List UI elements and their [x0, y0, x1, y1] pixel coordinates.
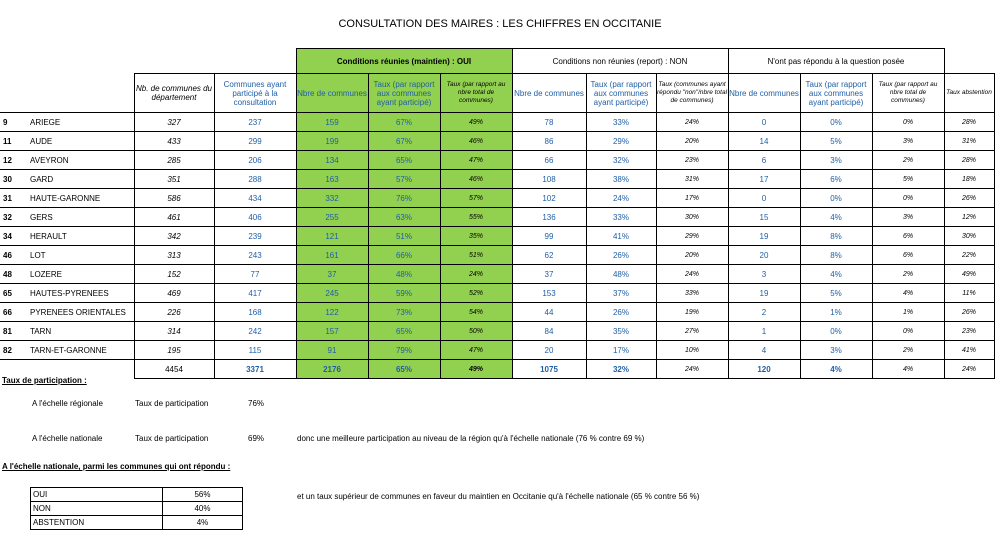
cell-oui-taux: 63%: [368, 208, 440, 227]
cell-taux-abstention: 28%: [944, 151, 994, 170]
result-value: 56%: [163, 488, 243, 502]
cell-non-total: 20%: [656, 132, 728, 151]
results-table: [0, 48, 995, 379]
cell-non-taux: 33%: [586, 113, 656, 132]
cell-nb-communes: 586: [134, 189, 214, 208]
dept-number: 32: [0, 208, 28, 227]
cell-abs-taux: 5%: [800, 284, 872, 303]
cell-oui-nbre: 332: [296, 189, 368, 208]
page-title: CONSULTATION DES MAIRES : LES CHIFFRES EN OCCITANIE: [338, 18, 662, 30]
cell-non-nbre: 78: [512, 113, 586, 132]
group-non: Conditions non réunies (report) : NON: [512, 49, 728, 74]
cell-abs-total: 6%: [872, 227, 944, 246]
dept-number: 65: [0, 284, 28, 303]
national-label: A l'échelle nationale: [32, 434, 103, 443]
cell-abs-taux: 4%: [800, 265, 872, 284]
cell-abs-nbre: 2: [728, 303, 800, 322]
header-non-nbre: Nbre de communes: [512, 74, 586, 113]
cell-oui-total: 35%: [440, 227, 512, 246]
dept-number: 82: [0, 341, 28, 360]
cell-oui-total: 54%: [440, 303, 512, 322]
cell-participe: 299: [214, 132, 296, 151]
cell-non-taux: 35%: [586, 322, 656, 341]
cell-non-nbre: 37: [512, 265, 586, 284]
cell-oui-total: 46%: [440, 170, 512, 189]
cell-non-nbre: 86: [512, 132, 586, 151]
cell-oui-taux: 67%: [368, 113, 440, 132]
cell-participe: 168: [214, 303, 296, 322]
cell-oui-total: 47%: [440, 341, 512, 360]
cell-abs-taux: 1%: [800, 303, 872, 322]
cell-oui-taux: 67%: [368, 132, 440, 151]
cell-non-taux: 17%: [586, 341, 656, 360]
cell-oui-nbre: 134: [296, 151, 368, 170]
cell-participe: 242: [214, 322, 296, 341]
cell-taux-abstention: 18%: [944, 170, 994, 189]
cell-non-total: 19%: [656, 303, 728, 322]
cell-abs-total: 0%: [872, 189, 944, 208]
table-row: [0, 246, 994, 265]
cell-oui-nbre: 121: [296, 227, 368, 246]
total-total: 4454: [134, 360, 214, 379]
dept-name: AUDE: [28, 132, 134, 151]
cell-participe: 406: [214, 208, 296, 227]
cell-non-taux: 26%: [586, 303, 656, 322]
cell-abs-taux: 8%: [800, 246, 872, 265]
cell-oui-taux: 66%: [368, 246, 440, 265]
dept-number: 34: [0, 227, 28, 246]
dept-number: 30: [0, 170, 28, 189]
cell-non-taux: 26%: [586, 246, 656, 265]
cell-abs-taux: 8%: [800, 227, 872, 246]
cell-abs-nbre: 0: [728, 113, 800, 132]
cell-non-taux: 41%: [586, 227, 656, 246]
cell-abs-nbre: 19: [728, 284, 800, 303]
cell-abs-taux: 0%: [800, 189, 872, 208]
cell-oui-taux: 51%: [368, 227, 440, 246]
cell-nb-communes: 342: [134, 227, 214, 246]
cell-abs-total: 2%: [872, 265, 944, 284]
cell-non-nbre: 136: [512, 208, 586, 227]
dept-name: GARD: [28, 170, 134, 189]
total-abst: 24%: [944, 360, 994, 379]
cell-non-taux: 33%: [586, 208, 656, 227]
cell-taux-abstention: 28%: [944, 113, 994, 132]
dept-number: 81: [0, 322, 28, 341]
cell-non-total: 29%: [656, 227, 728, 246]
total-oui-t: 49%: [440, 360, 512, 379]
cell-non-total: 23%: [656, 151, 728, 170]
cell-abs-taux: 4%: [800, 208, 872, 227]
cell-oui-taux: 65%: [368, 151, 440, 170]
cell-participe: 243: [214, 246, 296, 265]
cell-taux-abstention: 12%: [944, 208, 994, 227]
cell-abs-total: 1%: [872, 303, 944, 322]
dept-name: AVEYRON: [28, 151, 134, 170]
header-participe: Communes ayant participé à la consultation: [214, 74, 296, 113]
dept-number: 12: [0, 151, 28, 170]
result-value: 4%: [163, 516, 243, 530]
total-abs-t: 4%: [872, 360, 944, 379]
total-oui-n: 2176: [296, 360, 368, 379]
dept-name: HAUTES-PYRENEES: [28, 284, 134, 303]
cell-non-nbre: 20: [512, 341, 586, 360]
dept-number: 66: [0, 303, 28, 322]
cell-non-total: 33%: [656, 284, 728, 303]
table-row: [0, 341, 994, 360]
cell-abs-nbre: 0: [728, 189, 800, 208]
cell-taux-abstention: 41%: [944, 341, 994, 360]
group-oui: Conditions réunies (maintien) : OUI: [296, 49, 512, 74]
header-non-taux: Taux (par rapport aux communes ayant participé): [586, 74, 656, 113]
cell-non-nbre: 84: [512, 322, 586, 341]
cell-abs-taux: 3%: [800, 341, 872, 360]
header-abs-total: Taux (par rapport au nbre total de communes): [872, 74, 944, 113]
table-row: [0, 189, 994, 208]
dept-number: 48: [0, 265, 28, 284]
total-non-n: 1075: [512, 360, 586, 379]
regional-label: A l'échelle régionale: [32, 399, 103, 408]
cell-non-nbre: 153: [512, 284, 586, 303]
cell-participe: 206: [214, 151, 296, 170]
cell-oui-total: 47%: [440, 151, 512, 170]
cell-nb-communes: 314: [134, 322, 214, 341]
regional-key: Taux de participation: [135, 399, 209, 408]
cell-abs-nbre: 6: [728, 151, 800, 170]
cell-participe: 115: [214, 341, 296, 360]
dept-number: 11: [0, 132, 28, 151]
cell-abs-taux: 5%: [800, 132, 872, 151]
total-non-p: 32%: [586, 360, 656, 379]
cell-abs-total: 0%: [872, 322, 944, 341]
cell-oui-total: 57%: [440, 189, 512, 208]
total-abs-p: 4%: [800, 360, 872, 379]
cell-nb-communes: 285: [134, 151, 214, 170]
cell-oui-nbre: 122: [296, 303, 368, 322]
header-abs-nbre: Nbre de communes: [728, 74, 800, 113]
cell-oui-total: 55%: [440, 208, 512, 227]
cell-oui-nbre: 199: [296, 132, 368, 151]
header-oui-total: Taux (par rapport au nbre total de communes): [440, 74, 512, 113]
participation-heading: Taux de participation :: [2, 376, 87, 385]
header-non-total: Taux (communes ayant répondu "non"/nbre total de communes): [656, 74, 728, 113]
cell-oui-nbre: 255: [296, 208, 368, 227]
dept-name: LOT: [28, 246, 134, 265]
dept-name: TARN-ET-GARONNE: [28, 341, 134, 360]
dept-name: ARIEGE: [28, 113, 134, 132]
cell-nb-communes: 313: [134, 246, 214, 265]
cell-abs-nbre: 3: [728, 265, 800, 284]
table-row: [0, 303, 994, 322]
result-label: ABSTENTION: [31, 516, 163, 530]
cell-abs-taux: 6%: [800, 170, 872, 189]
national-comment: et un taux supérieur de communes en faveur du maintien en Occitanie qu'à l'échelle nationale (65 % contre 56 %): [297, 492, 700, 501]
cell-non-taux: 29%: [586, 132, 656, 151]
cell-taux-abstention: 30%: [944, 227, 994, 246]
dept-name: HERAULT: [28, 227, 134, 246]
cell-oui-total: 51%: [440, 246, 512, 265]
cell-abs-nbre: 17: [728, 170, 800, 189]
cell-non-taux: 37%: [586, 284, 656, 303]
cell-oui-total: 49%: [440, 113, 512, 132]
cell-participe: 288: [214, 170, 296, 189]
cell-abs-total: 6%: [872, 246, 944, 265]
cell-oui-total: 52%: [440, 284, 512, 303]
cell-abs-nbre: 15: [728, 208, 800, 227]
cell-non-total: 20%: [656, 246, 728, 265]
cell-abs-nbre: 14: [728, 132, 800, 151]
cell-participe: 77: [214, 265, 296, 284]
result-label: NON: [31, 502, 163, 516]
dept-number: 9: [0, 113, 28, 132]
cell-non-nbre: 66: [512, 151, 586, 170]
cell-participe: 417: [214, 284, 296, 303]
dept-name: TARN: [28, 322, 134, 341]
cell-abs-nbre: 20: [728, 246, 800, 265]
cell-oui-taux: 76%: [368, 189, 440, 208]
table-row: [0, 113, 994, 132]
cell-nb-communes: 433: [134, 132, 214, 151]
cell-taux-abstention: 49%: [944, 265, 994, 284]
cell-oui-nbre: 159: [296, 113, 368, 132]
cell-oui-taux: 48%: [368, 265, 440, 284]
cell-oui-taux: 57%: [368, 170, 440, 189]
cell-abs-total: 5%: [872, 170, 944, 189]
cell-oui-nbre: 91: [296, 341, 368, 360]
cell-non-total: 31%: [656, 170, 728, 189]
regional-value: 76%: [248, 399, 265, 408]
cell-abs-taux: 0%: [800, 322, 872, 341]
header-taux-abstention: Taux abstention: [944, 74, 994, 113]
cell-taux-abstention: 11%: [944, 284, 994, 303]
dept-number: 31: [0, 189, 28, 208]
table-row: [0, 322, 994, 341]
dept-name: PYRENEES ORIENTALES: [28, 303, 134, 322]
total-abs-n: 120: [728, 360, 800, 379]
cell-nb-communes: 152: [134, 265, 214, 284]
national-results-table: [30, 487, 243, 530]
cell-oui-nbre: 163: [296, 170, 368, 189]
cell-participe: 239: [214, 227, 296, 246]
cell-abs-nbre: 4: [728, 341, 800, 360]
table-row: [0, 132, 994, 151]
cell-oui-total: 50%: [440, 322, 512, 341]
total-part: 3371: [214, 360, 296, 379]
total-oui-p: 65%: [368, 360, 440, 379]
header-nb-communes: Nb. de communes du département: [134, 74, 214, 113]
cell-nb-communes: 461: [134, 208, 214, 227]
cell-nb-communes: 351: [134, 170, 214, 189]
cell-non-total: 10%: [656, 341, 728, 360]
cell-nb-communes: 226: [134, 303, 214, 322]
national-value: 69%: [248, 434, 265, 443]
cell-participe: 434: [214, 189, 296, 208]
cell-oui-taux: 79%: [368, 341, 440, 360]
cell-abs-nbre: 1: [728, 322, 800, 341]
result-label: OUI: [31, 488, 163, 502]
result-value: 40%: [163, 502, 243, 516]
dept-name: LOZERE: [28, 265, 134, 284]
totals-row: [0, 360, 994, 379]
cell-abs-total: 0%: [872, 113, 944, 132]
cell-non-taux: 38%: [586, 170, 656, 189]
national-key: Taux de participation: [135, 434, 209, 443]
header-oui-nbre: Nbre de communes: [296, 74, 368, 113]
cell-oui-total: 24%: [440, 265, 512, 284]
cell-abs-total: 2%: [872, 341, 944, 360]
cell-taux-abstention: 26%: [944, 303, 994, 322]
cell-oui-nbre: 161: [296, 246, 368, 265]
cell-non-nbre: 44: [512, 303, 586, 322]
cell-taux-abstention: 23%: [944, 322, 994, 341]
cell-non-total: 24%: [656, 113, 728, 132]
table-row: [0, 208, 994, 227]
dept-name: HAUTE-GARONNE: [28, 189, 134, 208]
dept-name: GERS: [28, 208, 134, 227]
table-row: [0, 151, 994, 170]
cell-oui-total: 46%: [440, 132, 512, 151]
cell-abs-total: 2%: [872, 151, 944, 170]
cell-oui-taux: 73%: [368, 303, 440, 322]
cell-abs-total: 3%: [872, 208, 944, 227]
cell-nb-communes: 195: [134, 341, 214, 360]
cell-non-taux: 24%: [586, 189, 656, 208]
cell-abs-nbre: 19: [728, 227, 800, 246]
cell-abs-taux: 3%: [800, 151, 872, 170]
cell-abs-taux: 0%: [800, 113, 872, 132]
cell-taux-abstention: 31%: [944, 132, 994, 151]
cell-abs-total: 4%: [872, 284, 944, 303]
cell-nb-communes: 327: [134, 113, 214, 132]
cell-oui-nbre: 37: [296, 265, 368, 284]
cell-non-nbre: 108: [512, 170, 586, 189]
cell-non-nbre: 102: [512, 189, 586, 208]
cell-non-total: 17%: [656, 189, 728, 208]
table-row: [0, 170, 994, 189]
header-abs-taux: Taux (par rapport aux communes ayant participé): [800, 74, 872, 113]
cell-abs-total: 3%: [872, 132, 944, 151]
cell-nb-communes: 469: [134, 284, 214, 303]
cell-non-total: 30%: [656, 208, 728, 227]
participation-comment: donc une meilleure participation au niveau de la région qu'à l'échelle nationale (76 % contre 69 %): [297, 434, 645, 443]
cell-non-taux: 32%: [586, 151, 656, 170]
cell-non-total: 24%: [656, 265, 728, 284]
cell-non-nbre: 99: [512, 227, 586, 246]
cell-taux-abstention: 26%: [944, 189, 994, 208]
cell-non-nbre: 62: [512, 246, 586, 265]
cell-oui-taux: 59%: [368, 284, 440, 303]
table-row: [0, 265, 994, 284]
table-row: [0, 284, 994, 303]
cell-non-total: 27%: [656, 322, 728, 341]
cell-oui-taux: 65%: [368, 322, 440, 341]
cell-oui-nbre: 245: [296, 284, 368, 303]
cell-non-taux: 48%: [586, 265, 656, 284]
cell-participe: 237: [214, 113, 296, 132]
cell-oui-nbre: 157: [296, 322, 368, 341]
total-non-t: 24%: [656, 360, 728, 379]
group-abs: N'ont pas répondu à la question posée: [728, 49, 944, 74]
dept-number: 46: [0, 246, 28, 265]
table-row: [0, 227, 994, 246]
national-heading: A l'échelle nationale, parmi les communes qui ont répondu :: [2, 462, 231, 471]
cell-taux-abstention: 22%: [944, 246, 994, 265]
header-oui-taux: Taux (par rapport aux communes ayant participé): [368, 74, 440, 113]
